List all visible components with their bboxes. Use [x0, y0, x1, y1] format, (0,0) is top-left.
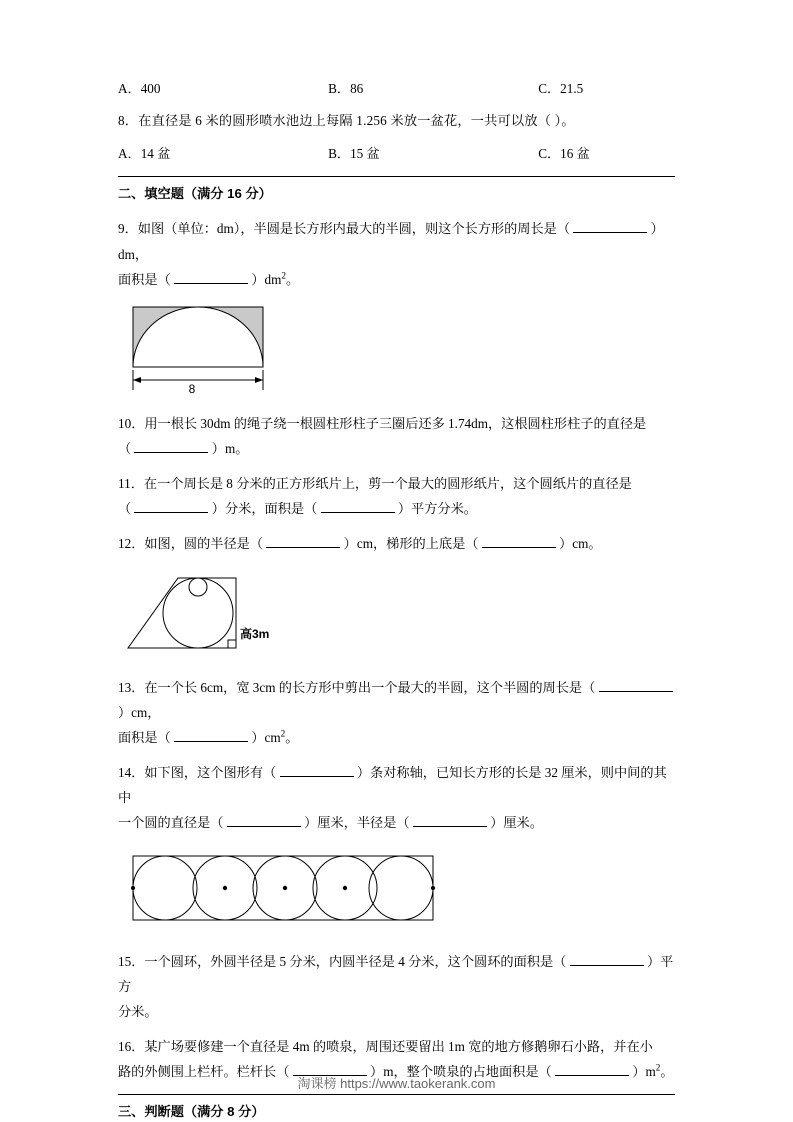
q9-line-2-post: ）dm: [251, 271, 282, 287]
q15-blank-1[interactable]: [570, 951, 644, 965]
q11-blank-1[interactable]: [134, 499, 208, 513]
figure-9-svg: [118, 302, 318, 394]
q8-option-b: B．15 盆: [328, 146, 380, 162]
figure-14-svg: [118, 846, 458, 932]
q14-line-2-mid: ）厘米，半径是（: [304, 815, 410, 831]
q15-line-2: 分米。: [118, 1003, 158, 1019]
page-footer: 淘课榜 https://www.taokerank.com: [297, 1076, 496, 1091]
q16-line-1: 16．某广场要修建一个直径是 4m 的喷泉，周围还要留出 1m 宽的地方修鹅卵石小路，并在小: [118, 1038, 653, 1054]
q13-line-2-post: ）cm: [251, 730, 281, 746]
q13-line-2-pre: 面积是（: [118, 730, 171, 746]
q14-blank-2[interactable]: [227, 813, 301, 827]
q14-line-2-post: ）厘米。: [490, 815, 543, 831]
q11-line-2-pre: （: [118, 500, 132, 516]
q9-unit-exponent: 2: [281, 270, 287, 281]
q15-line-1-pre: 15．一个圆环，外圆半径是 5 分米，内圆半径是 4 分米，这个圆环的面积是（: [118, 953, 567, 969]
figure-14: [118, 846, 675, 937]
q14-line-1: [118, 760, 675, 810]
question-13: [118, 675, 675, 750]
q13-line-1-post: ）cm，: [118, 705, 161, 721]
q15-line-1-post: ）平方: [118, 953, 674, 994]
q7-option-a: A．400: [118, 81, 161, 96]
q11-line-2: [118, 496, 675, 521]
q16-line-2-pre: 路的外侧围上栏杆。栏杆长（: [118, 1063, 290, 1079]
q14-line-1-pre: 14．如下图，这个图形有（: [118, 765, 277, 781]
q10-line-2: [118, 436, 675, 461]
q7-option-b: B．86: [328, 81, 364, 96]
q10-line-1: 10．用一根长 30dm 的绳子绕一根圆柱形柱子三圈后还多 1.74dm，这根圆柱形柱子的直径是: [118, 415, 647, 431]
q12-blank-1[interactable]: [266, 534, 340, 548]
q13-line-2: [118, 725, 675, 750]
q16-unit-exponent: 2: [655, 1062, 661, 1073]
q9-line-1-post: ）dm，: [118, 221, 664, 262]
q12-line-1-pre: 12．如图，圆的半径是（: [118, 536, 264, 551]
q13-blank-2[interactable]: [174, 728, 248, 742]
figure-12-svg: [118, 566, 348, 658]
q8-option-a: A．14 盆: [118, 146, 171, 162]
question-10: [118, 411, 675, 461]
q9-line-2-pre: 面积是（: [118, 271, 171, 287]
q15-line-1: [118, 949, 675, 999]
q9-line-2-end: 。: [286, 271, 300, 287]
q16-line-2-end: 。: [660, 1063, 674, 1079]
question-8-text: 8．在直径是 6 米的圆形喷水池边上每隔 1.256 米放一盆花，一共可以放（ ）。: [118, 113, 575, 128]
q13-line-1: [118, 675, 675, 725]
section-3-heading: 三、判断题（满分 8 分）: [118, 1094, 675, 1120]
q8-option-c: C．16 盆: [538, 146, 590, 162]
q13-blank-1[interactable]: [599, 678, 673, 692]
question-12: [118, 531, 675, 556]
q13-line-1-pre: 13．在一个长 6cm，宽 3cm 的长方形中剪出一个最大的半圆，这个半圆的周长是（: [118, 680, 596, 696]
q12-line-1: [118, 531, 675, 556]
q9-line-1-pre: 9．如图（单位：dm），半圆是长方形内最大的半圆，则这个长方形的周长是（: [118, 221, 571, 237]
figure-9: [118, 302, 675, 399]
q9-blank-2[interactable]: [174, 269, 248, 283]
question-14: [118, 760, 675, 835]
q11-line-2-mid: ）分米，面积是（: [211, 500, 318, 516]
question-15: [118, 949, 675, 1024]
q14-line-2-pre: 一个圆的直径是（: [118, 815, 224, 831]
q14-blank-1[interactable]: [280, 763, 354, 777]
q14-line-1-post: ）条对称轴，已知长方形的长是 32 厘米，则中间的其中: [118, 765, 667, 806]
figure-12-height-label: 高3m: [240, 627, 270, 642]
section-2-heading: 二、填空题（满分 16 分）: [118, 176, 675, 202]
q9-line-2: [118, 267, 675, 292]
q11-blank-2[interactable]: [321, 499, 395, 513]
q7-options-row: [118, 78, 675, 97]
q9-line-1: [118, 216, 675, 266]
q12-line-1-post: ）cm。: [559, 536, 602, 551]
q7-option-c: C．21.5: [538, 81, 584, 96]
q14-line-2: [118, 810, 675, 835]
q8-options-row: [118, 143, 675, 162]
question-9: [118, 216, 675, 291]
q12-line-1-mid: ）cm，梯形的上底是（: [343, 536, 479, 551]
q13-unit-exponent: 2: [280, 728, 286, 739]
figure-9-length-label: 8: [188, 381, 196, 394]
q12-blank-2[interactable]: [482, 534, 556, 548]
q10-line-2-pre: （: [118, 440, 132, 456]
q11-line-2-post: ）平方分米。: [397, 500, 477, 516]
figure-12: [118, 566, 675, 663]
q13-line-2-end: 。: [285, 730, 299, 746]
q11-line-1: 11．在一个周长是 8 分米的正方形纸片上，剪一个最大的圆形纸片，这个圆纸片的直径是: [118, 475, 632, 491]
q16-line-2-post: ）m: [632, 1063, 656, 1079]
q10-blank-1[interactable]: [134, 439, 208, 453]
question-11: [118, 471, 675, 521]
q10-line-2-post: ）m。: [211, 440, 249, 456]
q9-blank-1[interactable]: [573, 219, 647, 233]
q14-blank-3[interactable]: [413, 813, 487, 827]
q16-line-2-mid: ）m，整个喷泉的占地面积是（: [370, 1063, 552, 1079]
